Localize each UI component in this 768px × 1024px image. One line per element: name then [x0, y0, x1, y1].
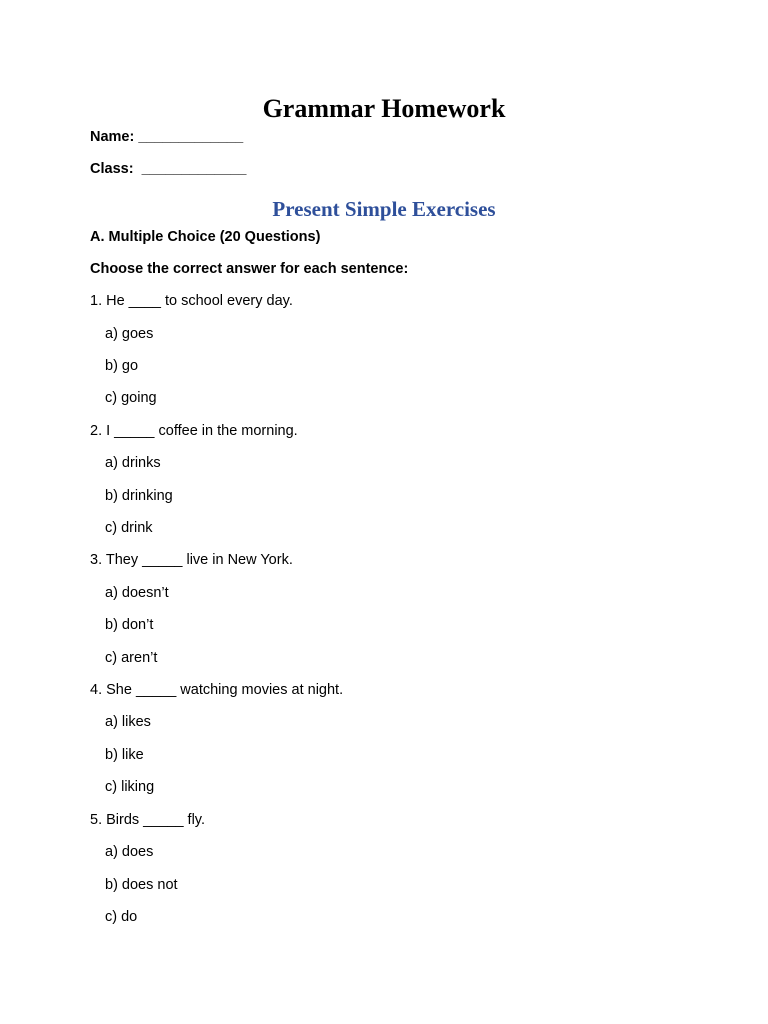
- question-5-option-c: c) do: [105, 909, 138, 925]
- question-1-option-c: c) going: [105, 390, 157, 406]
- question-4-option-c: c) liking: [105, 779, 155, 795]
- class-field-label: Class: _____________: [90, 161, 247, 177]
- question-4-option-b: b) like: [105, 747, 144, 763]
- question-2: 2. I _____ coffee in the morning.: [90, 423, 298, 439]
- section-title: Present Simple Exercises: [272, 197, 496, 221]
- question-2-option-a: a) drinks: [105, 455, 161, 471]
- section-heading: A. Multiple Choice (20 Questions): [90, 229, 321, 245]
- question-1-option-b: b) go: [105, 358, 139, 374]
- question-1: 1. He ____ to school every day.: [90, 293, 293, 309]
- instruction-text: Choose the correct answer for each sentence:: [90, 261, 409, 277]
- page-title: Grammar Homework: [262, 94, 506, 123]
- question-1-option-a: a) goes: [105, 326, 154, 342]
- question-5-option-a: a) does: [105, 844, 154, 860]
- name-field-label: Name: _____________: [90, 129, 244, 145]
- question-3: 3. They _____ live in New York.: [90, 552, 293, 568]
- question-4-option-a: a) likes: [105, 714, 151, 730]
- question-2-option-c: c) drink: [105, 520, 153, 536]
- question-5: 5. Birds _____ fly.: [90, 812, 205, 828]
- question-5-option-b: b) does not: [105, 877, 178, 893]
- question-4: 4. She _____ watching movies at night.: [90, 682, 344, 698]
- question-3-option-c: c) aren’t: [105, 650, 158, 666]
- question-2-option-b: b) drinking: [105, 488, 173, 504]
- question-3-option-b: b) don’t: [105, 617, 154, 633]
- question-3-option-a: a) doesn’t: [105, 585, 169, 601]
